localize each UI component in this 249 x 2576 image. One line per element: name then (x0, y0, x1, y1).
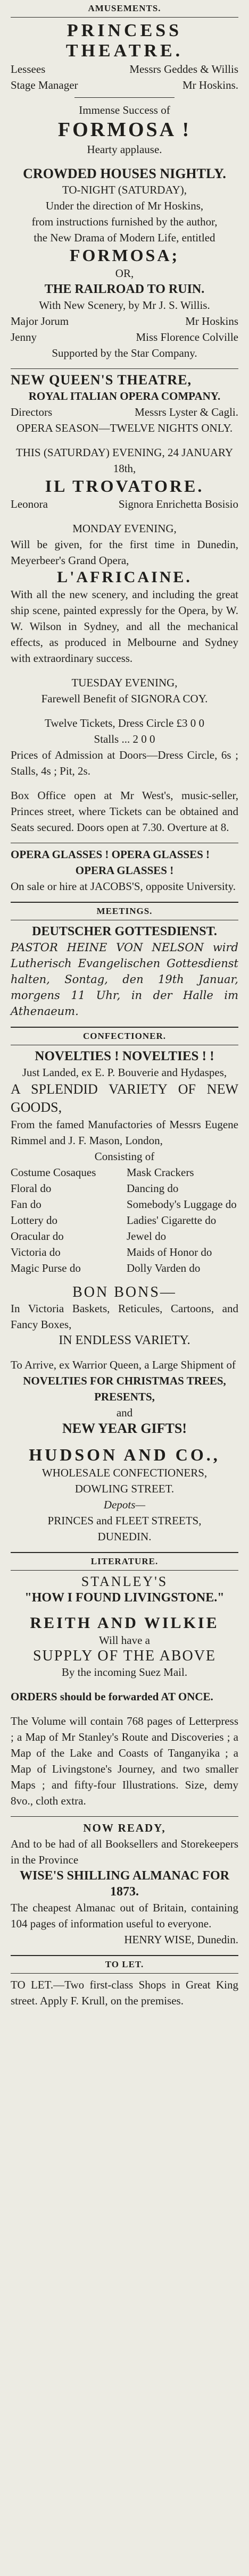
meetings-text: PASTOR HEINE VON NELSON wird Lutherisch Evangelischen Gottesdienst halten, Sontag, den 19th Januar, morgens 11 Uhr, in der Halle im Athenaeum. (11, 941, 238, 1018)
tonight-line: TO-NIGHT (SATURDAY), (62, 183, 187, 196)
goods-item: Somebody's Luggage do (127, 1198, 237, 1211)
opera-tuesday: TUESDAY EVENING, (71, 676, 178, 689)
literature-firm: REITH AND WILKIE (30, 1614, 219, 1632)
leonora-line (11, 496, 238, 512)
goods-list (11, 1164, 238, 1276)
spacer (11, 1705, 238, 1713)
newspaper-page (7, 0, 242, 2576)
section-heading-literature: LITERATURE. (90, 1556, 159, 1566)
success-line: Immense Success of (79, 104, 170, 116)
mail-line: By the incoming Suez Mail. (61, 1666, 188, 1679)
opera-theatre-name: NEW QUEEN'S THEATRE, (11, 372, 192, 388)
confectioner-firm: HUDSON AND CO., (29, 1445, 220, 1464)
firm-desc-2: DOWLING STREET. (74, 1482, 175, 1495)
to-let-text: TO LET.—Two first-class Shops in Great King street. Apply F. Krull, on the premises. (11, 1978, 238, 2007)
lessees-value: Messrs Geddes & Willis (129, 63, 238, 75)
cast-role-2: Jenny (11, 331, 37, 343)
manufactories-line: From the famed Manufactories of Messrs Eugene Rimmel and J. F. Mason, London, (11, 1118, 238, 1147)
leonora-singer: Signora Enrichetta Bosisio (118, 498, 238, 510)
directors-line (11, 404, 238, 420)
volume-line: The Volume will contain 768 pages of Letterpress ; a Map of Mr Stanley's Route and Discoveries ; a Map of the Lake and Coasts of Tanganyika ; a Map of Livingstone's Journey, and two smaller Maps ; and fifty-four Illustrations. Size, demy 8vo., cloth extra. (11, 1715, 238, 1807)
manager-value: Mr Hoskins. (182, 79, 238, 91)
divider (11, 1973, 238, 1974)
divider (11, 1027, 238, 1028)
opera-benefit: Farewell Benefit of SIGNORA COY. (41, 692, 208, 705)
orders-line: ORDERS should be forwarded AT ONCE. (11, 1690, 213, 1703)
spacer (11, 707, 238, 715)
cast-actor-1: Mr Hoskins (185, 315, 238, 328)
play-subtitle: THE RAILROAD TO RUIN. (44, 282, 205, 296)
spacer (11, 512, 238, 521)
spacer (11, 1276, 238, 1285)
newyear-line: NEW YEAR GIFTS! (62, 1421, 187, 1436)
spacer (11, 1437, 238, 1445)
will-have-line: Will have a (99, 1634, 150, 1647)
cast-role-1: Major Jorum (11, 315, 69, 328)
spacer (11, 1680, 238, 1689)
divider (11, 1955, 238, 1956)
goods-item: Dolly Varden do (127, 1262, 201, 1274)
opera-season: OPERA SEASON—TWELVE NIGHTS ONLY. (16, 422, 233, 434)
goods-item: Mask Crackers (127, 1166, 194, 1179)
divider (11, 1816, 238, 1817)
opera-prices: Prices of Admission at Doors—Dress Circle, 6s ; Stalls, 4s ; Pit, 2s. (11, 749, 238, 777)
stanley-line: STANLEY'S (81, 1574, 168, 1589)
goods-item: Jewel do (127, 1230, 167, 1243)
splendid-line: A SPLENDID VARIETY OF NEW GOODS, (11, 1081, 238, 1115)
goods-item: Costume Cosaques (11, 1166, 96, 1179)
consisting-line: Consisting of (94, 1150, 155, 1163)
opera-monday-text: Will be given, for the first time in Dunedin, Meyerbeer's Grand Opera, (11, 538, 238, 567)
city-line: DUNEDIN. (97, 1530, 152, 1543)
goods-item: Magic Purse do (11, 1262, 81, 1274)
arrive-line: To Arrive, ex Warrior Queen, a Large Shipment of (11, 1358, 236, 1371)
scenery-line: With New Scenery, by Mr J. S. Willis. (39, 299, 210, 312)
goods-item: Floral do (11, 1182, 52, 1195)
spacer (11, 1348, 238, 1357)
baskets-line: In Victoria Baskets, Reticules, Cartoons, and Fancy Boxes, (11, 1302, 238, 1331)
cast-actor-2: Miss Florence Colville (136, 331, 238, 343)
bonbons-line: BON BONS— (72, 1284, 177, 1300)
play-title: FORMOSA ! (57, 119, 192, 141)
and-line: and (116, 1406, 133, 1419)
cheapest-line: The cheapest Almanac out of Britain, containing 104 pages of information useful to everyone. (11, 1901, 238, 1930)
section-heading-confectioner: CONFECTIONER. (82, 1031, 167, 1041)
divider (11, 902, 238, 903)
leonora-role: Leonora (11, 498, 48, 510)
lessees-line (11, 61, 238, 77)
spacer (11, 666, 238, 675)
goods-item: Ladies' Cigarette do (127, 1214, 217, 1227)
glasses-line-3: On sale or hire at JACOBS'S, opposite University. (11, 880, 236, 893)
opera-company: ROYAL ITALIAN OPERA COMPANY. (28, 390, 221, 402)
booksellers-line: And to be had of all Booksellers and Storekeepers in the Province (11, 1837, 238, 1866)
goods-item: Victoria do (11, 1246, 61, 1258)
section-heading-to-let: TO LET. (105, 1959, 144, 1969)
glasses-line-2: OPERA GLASSES ! (75, 864, 174, 877)
manager-label: Stage Manager (11, 79, 78, 91)
theatre-name: PRINCESS THEATRE. (65, 21, 184, 61)
direction-line-3: the New Drama of Modern Life, entitled (34, 231, 215, 244)
spacer (11, 779, 238, 787)
spacer (11, 1606, 238, 1614)
section-heading-amusements: AMUSEMENTS. (88, 3, 161, 13)
goods-item: Maids of Honor do (127, 1246, 212, 1258)
opera-box-office: Box Office open at Mr West's, music-seller, Princes street, where Tickets can be obtained and Seats secured. Doors open at 7.30. Overture at 8. (11, 789, 238, 834)
divider (11, 1570, 238, 1571)
depots-label: Depots— (103, 1498, 146, 1511)
houses-line: CROWDED HOUSES NIGHTLY. (23, 166, 226, 181)
cast-line-2 (11, 329, 238, 345)
goods-item: Lottery do (11, 1214, 58, 1227)
novelties-line: NOVELTIES ! NOVELTIES ! ! (35, 1049, 214, 1063)
endless-line: IN ENDLESS VARIETY. (59, 1333, 190, 1347)
publisher-line: HENRY WISE, Dunedin. (124, 1933, 238, 1946)
play-title-2: FORMOSA; (69, 246, 180, 265)
spacer (11, 436, 238, 444)
now-ready-line: NOW READY, (83, 1822, 166, 1834)
spacer (11, 157, 238, 166)
opera-monday: MONDAY EVENING, (72, 522, 177, 535)
goods-item: Fan do (11, 1198, 42, 1211)
book-title: "HOW I FOUND LIVINGSTONE." (24, 1591, 225, 1605)
meetings-title: DEUTSCHER GOTTESDIENST. (32, 925, 217, 938)
goods-item: Oracular do (11, 1230, 64, 1243)
opera-tickets: Twelve Tickets, Dress Circle £3 0 0 (44, 717, 205, 729)
divider (11, 1552, 238, 1553)
supply-line: SUPPLY OF THE ABOVE (32, 1648, 217, 1664)
christmas-line: NOVELTIES FOR CHRISTMAS TREES, PRESENTS, (23, 1374, 226, 1403)
section-heading-meetings: MEETINGS. (96, 906, 153, 916)
divider (74, 97, 175, 98)
manager-line (11, 77, 238, 93)
goods-item: Dancing do (127, 1182, 179, 1195)
direction-line-1: Under the direction of Mr Hoskins, (45, 199, 204, 212)
opera-africaine-text: With all the new scenery, and including the great ship scene, painted expressly for the Opera, by W. W. Wilson in Sydney, and all the mechanical effects, as produced in Melbourne and Sydney with extraordinary success. (11, 588, 238, 665)
applause-line: Hearty applause. (87, 143, 162, 156)
directors-label: Directors (11, 406, 53, 418)
directors-value: Messrs Lyster & Cagli. (135, 406, 238, 418)
almanac-line: WISE'S SHILLING ALMANAC FOR 1873. (19, 1869, 230, 1899)
support-line: Supported by the Star Company. (52, 347, 197, 359)
opera-tickets-stalls: Stalls ... 2 0 0 (94, 733, 155, 745)
direction-line-2: from instructions furnished by the author, (31, 215, 218, 228)
lessees-label: Lessees (11, 63, 46, 75)
opera-trovatore: IL TROVATORE. (45, 476, 204, 496)
or-line: OR, (115, 267, 134, 280)
firm-desc-1: WHOLESALE CONFECTIONERS, (42, 1466, 208, 1479)
opera-africaine: L'AFRICAINE. (57, 568, 192, 586)
divider (11, 368, 238, 369)
divider (11, 17, 238, 18)
opera-this-evening: THIS (SATURDAY) EVENING, 24 JANUARY 18th, (15, 446, 234, 475)
landed-line: Just Landed, ex E. P. Bouverie and Hydaspes, (22, 1066, 227, 1079)
depots-line: PRINCES and FLEET STREETS, (47, 1514, 202, 1527)
glasses-line-1: OPERA GLASSES ! OPERA GLASSES ! (11, 848, 210, 861)
cast-line-1 (11, 313, 238, 329)
